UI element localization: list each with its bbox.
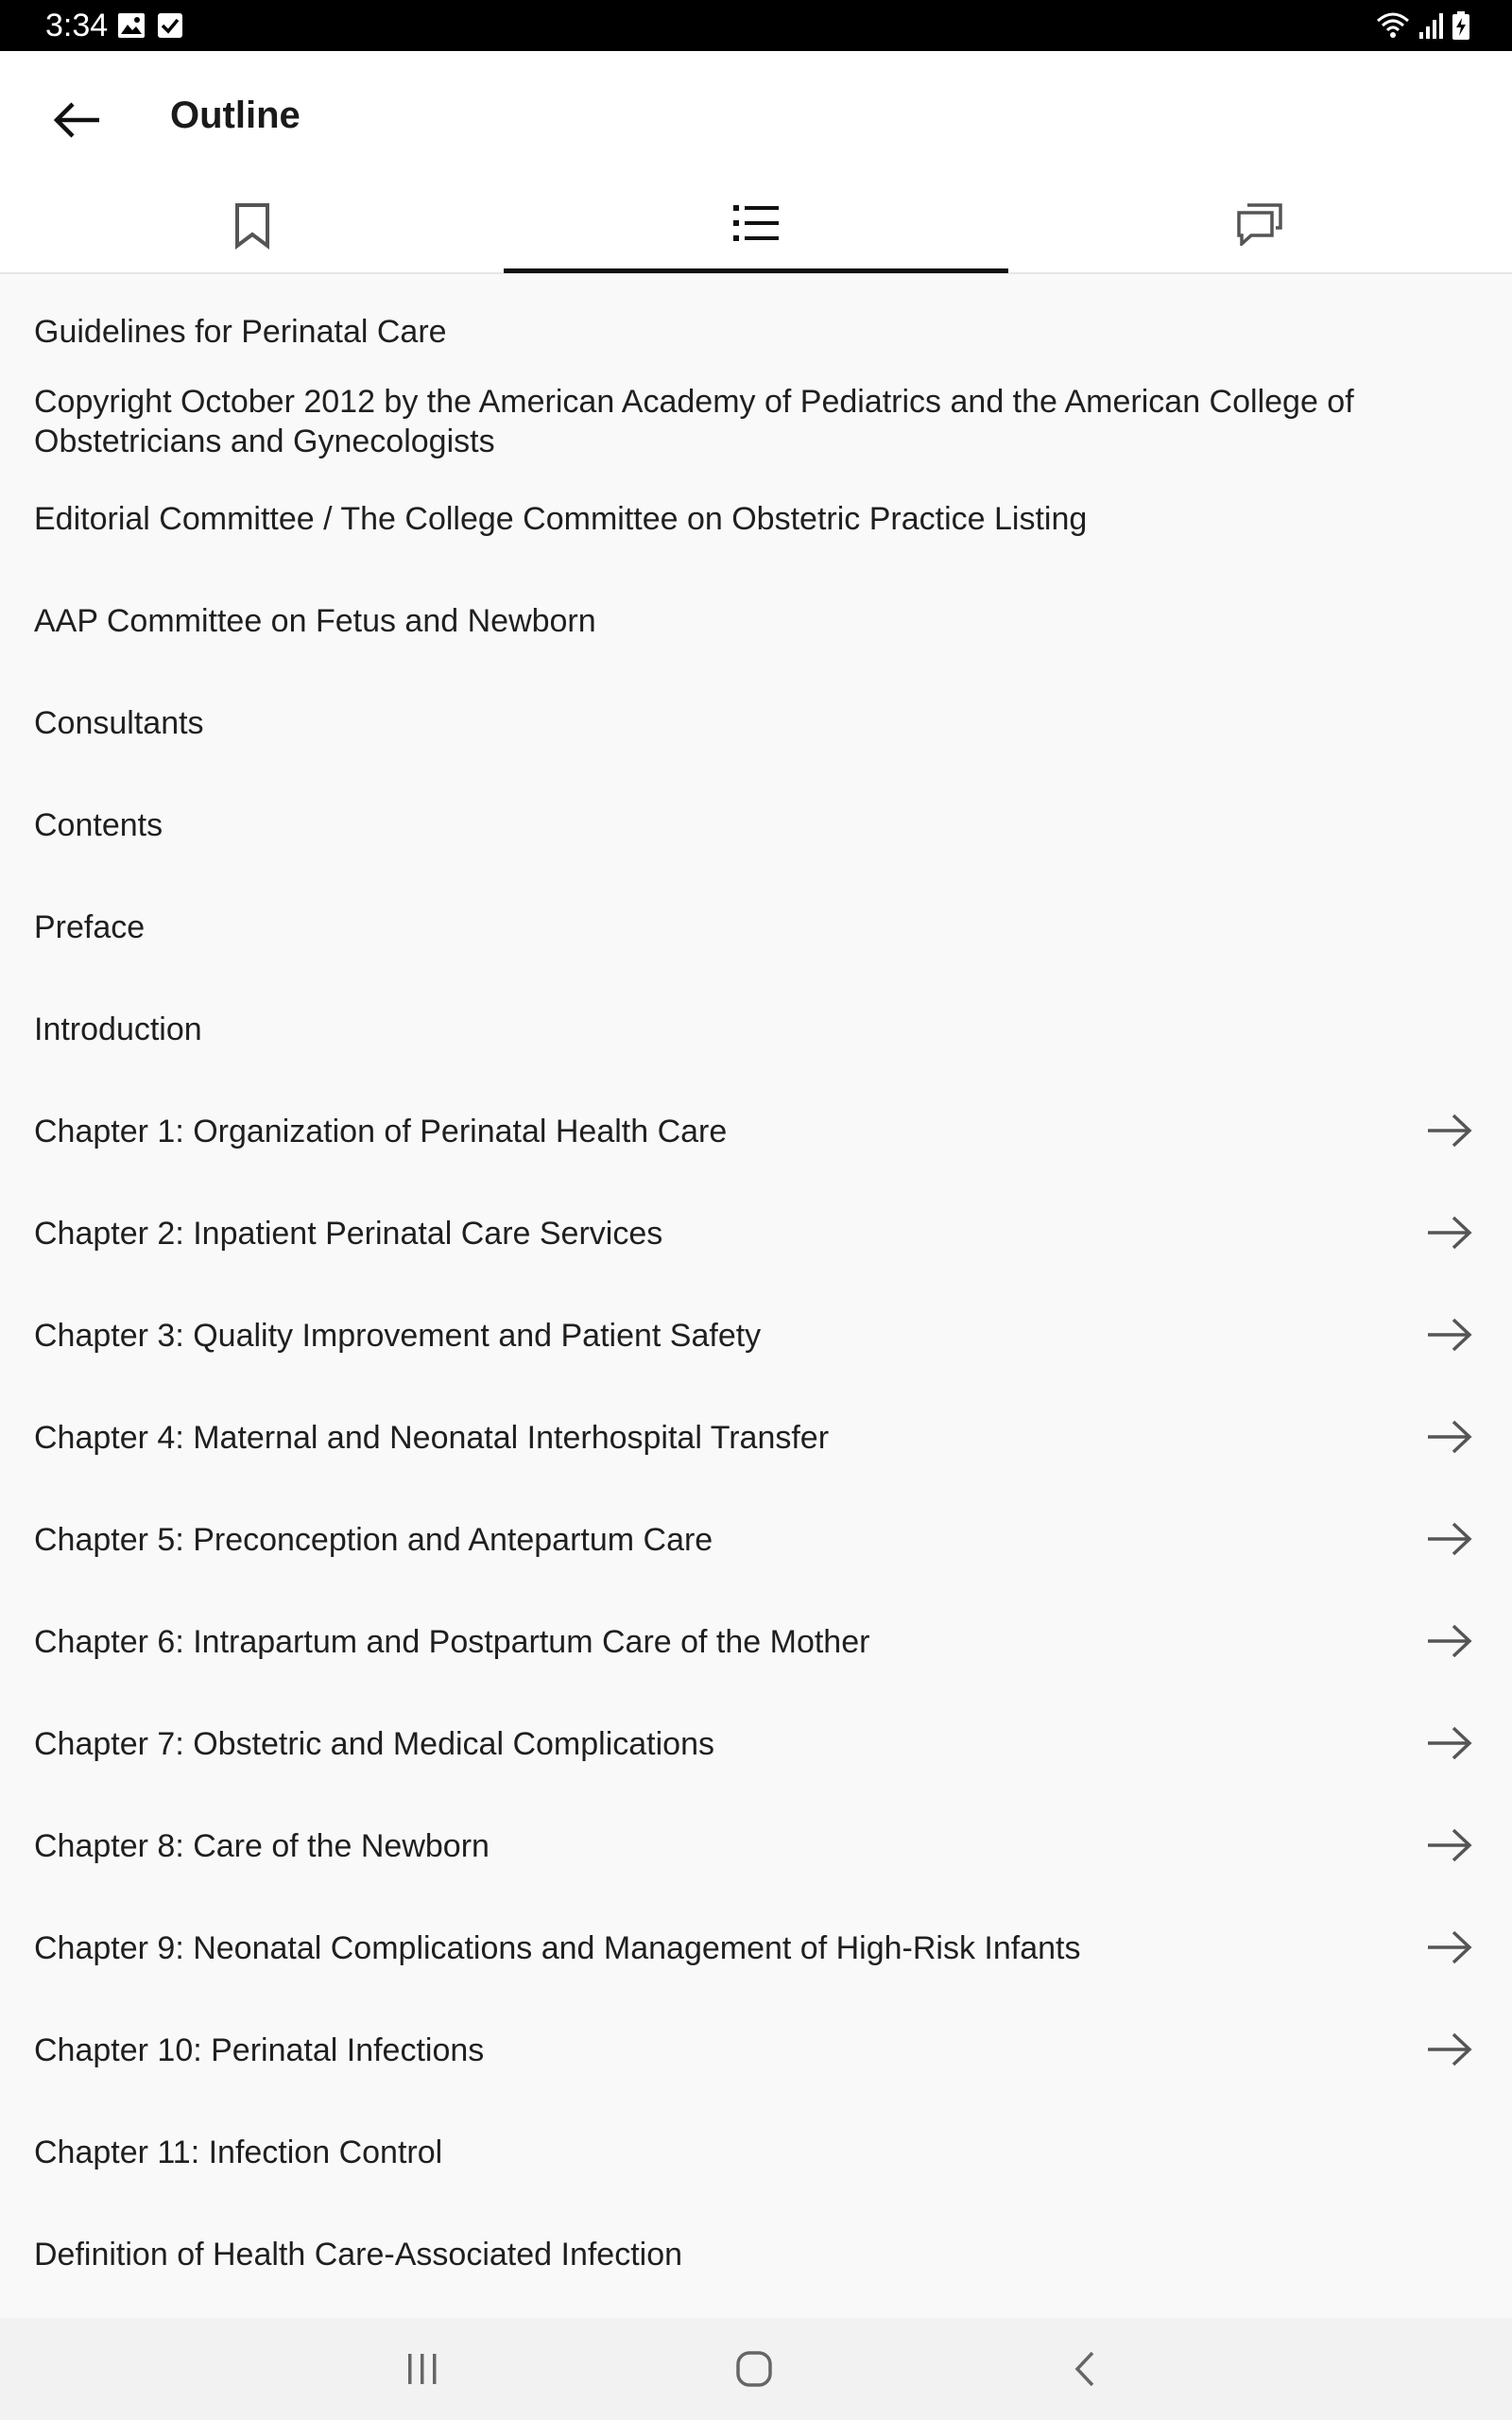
expand-chapter-button[interactable] xyxy=(1423,1615,1476,1668)
outline-item-label: Chapter 2: Inpatient Perinatal Care Services xyxy=(34,1216,663,1252)
outline-item[interactable] xyxy=(0,998,1512,1059)
outline-item[interactable] xyxy=(0,1815,1512,1876)
expand-chapter-button[interactable] xyxy=(1423,1308,1476,1361)
outline-item-label: Chapter 7: Obstetric and Medical Complications xyxy=(34,1726,714,1762)
outline-item-label: Chapter 4: Maternal and Neonatal Interhospital Transfer xyxy=(34,1420,830,1456)
outline-item-label: Preface xyxy=(34,909,146,945)
recent-apps-icon xyxy=(404,2352,441,2386)
status-right-icons xyxy=(1376,11,1470,40)
back-icon xyxy=(1072,2350,1100,2388)
outline-item-label: Chapter 6: Intrapartum and Postpartum Care of the Mother xyxy=(34,1624,870,1660)
expand-chapter-button[interactable] xyxy=(1423,2023,1476,2076)
arrow-right-icon xyxy=(1426,1826,1473,1864)
outline-item-label: AAP Committee on Fetus and Newborn xyxy=(34,603,596,639)
bookmark-icon xyxy=(233,202,271,250)
outline-item[interactable] xyxy=(0,1917,1512,1978)
outline-item[interactable] xyxy=(0,794,1512,855)
arrow-right-icon xyxy=(1426,1316,1473,1354)
outline-item[interactable] xyxy=(0,1305,1512,1365)
outline-list[interactable] xyxy=(0,274,1512,2318)
expand-chapter-button[interactable] xyxy=(1423,1104,1476,1157)
wifi-icon xyxy=(1376,11,1410,40)
tab-bar xyxy=(0,189,1512,272)
arrow-right-icon xyxy=(1426,1112,1473,1150)
outline-item[interactable] xyxy=(0,1407,1512,1467)
arrow-right-icon xyxy=(1426,1520,1473,1558)
arrow-right-icon xyxy=(1426,1724,1473,1762)
outline-item-label: Guidelines for Perinatal Care xyxy=(34,314,447,350)
outline-item[interactable] xyxy=(0,1611,1512,1671)
outline-item[interactable] xyxy=(0,2019,1512,2080)
tab-outline[interactable] xyxy=(504,189,1007,272)
check-box-icon xyxy=(157,12,183,39)
outline-item-label: Definition of Health Care-Associated Infection xyxy=(34,2237,683,2273)
app-bar xyxy=(0,51,1512,274)
outline-item[interactable] xyxy=(0,378,1512,484)
system-back-button[interactable] xyxy=(1039,2337,1133,2401)
signal-icon xyxy=(1418,11,1444,40)
tab-annotations[interactable] xyxy=(1008,189,1512,272)
arrow-right-icon xyxy=(1426,1214,1473,1252)
outline-item-label: Chapter 5: Preconception and Antepartum Care xyxy=(34,1522,713,1558)
status-bar xyxy=(0,0,1512,51)
expand-chapter-button[interactable] xyxy=(1423,1206,1476,1259)
outline-item-label: Editorial Committee / The College Committee on Obstetric Practice Listing xyxy=(34,501,1088,537)
expand-chapter-button[interactable] xyxy=(1423,1717,1476,1770)
list-icon xyxy=(732,202,780,244)
outline-item[interactable] xyxy=(0,2223,1512,2284)
outline-item-label: Chapter 11: Infection Control xyxy=(34,2135,443,2170)
outline-item[interactable] xyxy=(0,590,1512,650)
comments-icon xyxy=(1236,202,1283,246)
outline-item[interactable] xyxy=(0,301,1512,357)
expand-chapter-button[interactable] xyxy=(1423,1410,1476,1463)
outline-item[interactable] xyxy=(0,1713,1512,1773)
arrow-left-icon xyxy=(52,101,101,139)
outline-item[interactable] xyxy=(0,2121,1512,2182)
home-icon xyxy=(735,2350,773,2388)
recent-apps-button[interactable] xyxy=(375,2337,470,2401)
outline-item-label: Chapter 3: Quality Improvement and Patient Safety xyxy=(34,1318,762,1354)
arrow-right-icon xyxy=(1426,2031,1473,2068)
image-icon xyxy=(117,12,146,39)
outline-item-label: Consultants xyxy=(34,705,204,741)
back-button[interactable] xyxy=(38,81,115,159)
battery-charging-icon xyxy=(1452,11,1470,40)
outline-item-label: Chapter 9: Neonatal Complications and Management of High-Risk Infants xyxy=(34,1930,1081,1966)
system-nav-bar xyxy=(0,2318,1512,2420)
expand-chapter-button[interactable] xyxy=(1423,1921,1476,1974)
outline-item-label: Chapter 1: Organization of Perinatal Health Care xyxy=(34,1114,728,1150)
outline-item-label: Contents xyxy=(34,807,163,843)
outline-item[interactable] xyxy=(0,1202,1512,1263)
outline-item[interactable] xyxy=(0,488,1512,548)
outline-item-label: Introduction xyxy=(34,1011,202,1047)
expand-chapter-button[interactable] xyxy=(1423,1819,1476,1872)
arrow-right-icon xyxy=(1426,1418,1473,1456)
outline-item-label: Chapter 10: Perinatal Infections xyxy=(34,2032,485,2068)
expand-chapter-button[interactable] xyxy=(1423,1512,1476,1565)
outline-item[interactable] xyxy=(0,1100,1512,1161)
arrow-right-icon xyxy=(1426,1622,1473,1660)
outline-item[interactable] xyxy=(0,896,1512,957)
outline-item-label: Copyright October 2012 by the American Academy of Pediatrics and the American College of Obstetricians and Gynecologists xyxy=(34,384,1354,459)
outline-item[interactable] xyxy=(0,692,1512,752)
outline-item-label: Chapter 8: Care of the Newborn xyxy=(34,1828,490,1864)
outline-item[interactable] xyxy=(0,1509,1512,1569)
page-title: Outline xyxy=(170,95,301,136)
status-time: 3:34 xyxy=(45,8,109,43)
home-button[interactable] xyxy=(707,2337,801,2401)
status-left-icons xyxy=(117,11,183,40)
tab-bookmarks[interactable] xyxy=(0,189,504,272)
arrow-right-icon xyxy=(1426,1928,1473,1966)
